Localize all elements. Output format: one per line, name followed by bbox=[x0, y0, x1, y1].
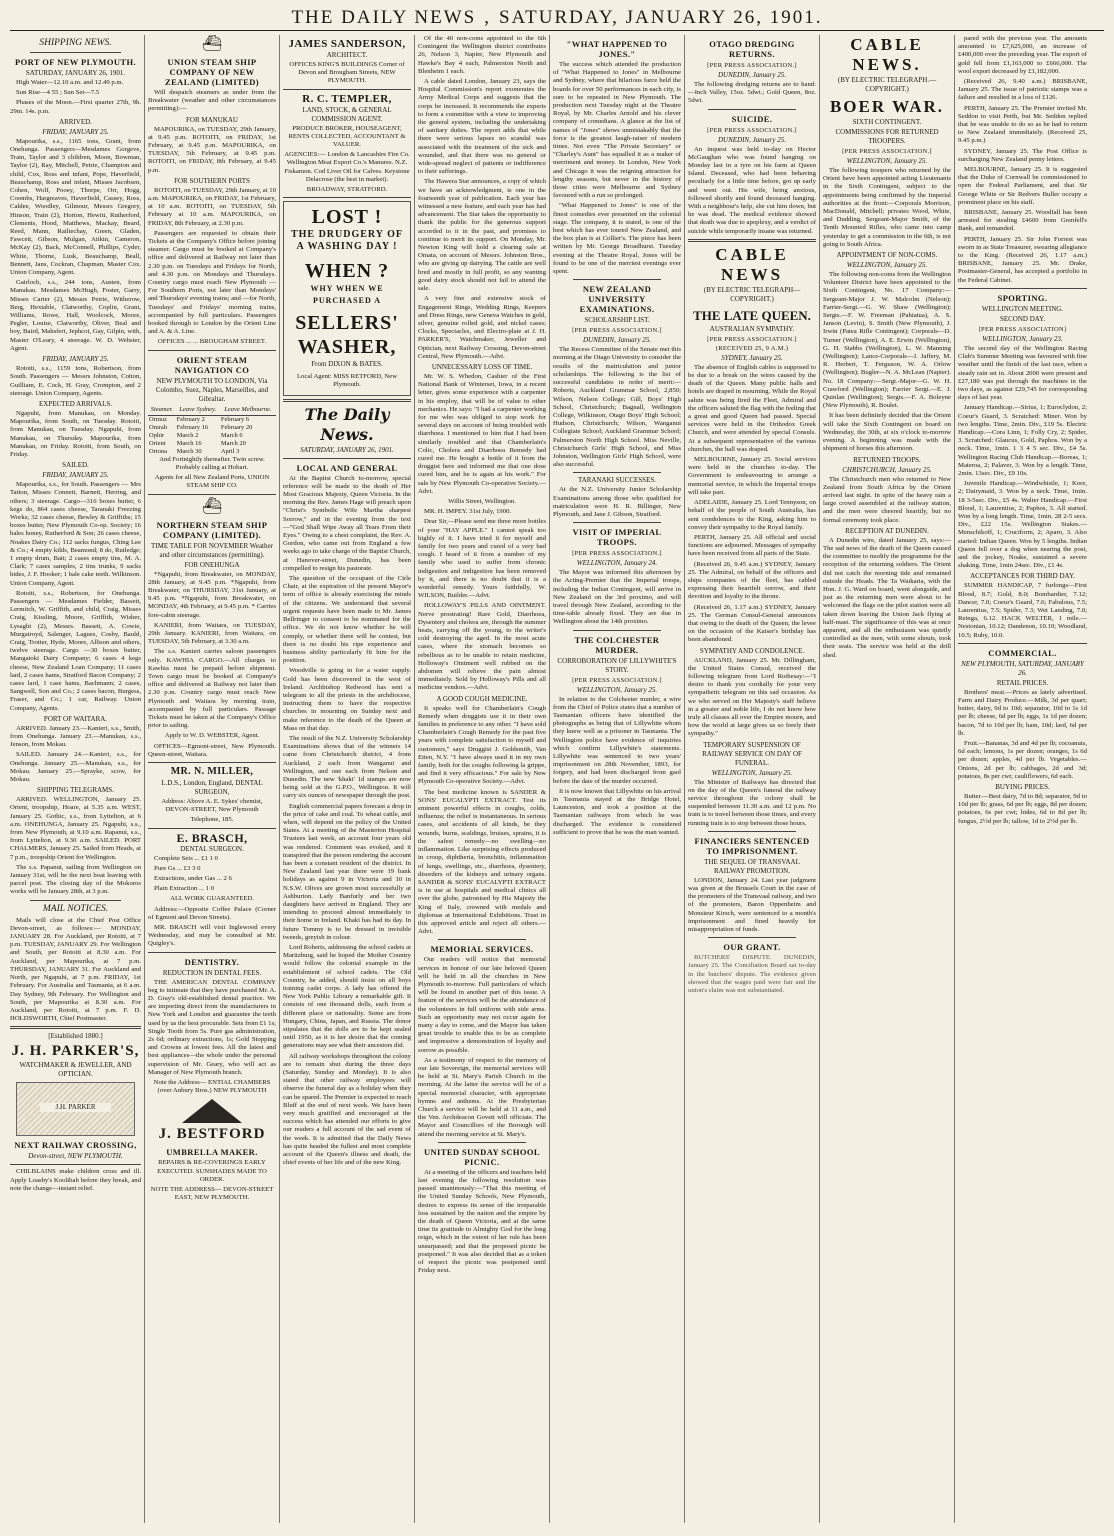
jones-heading: "WHAT HAPPENED TO JONES." bbox=[566, 39, 668, 59]
cough-heading: A GOOD COUGH MEDICINE. bbox=[436, 694, 528, 703]
union-steam-heading: UNION STEAM SHIP COMPANY OF NEW ZEALAND (LIMITED) bbox=[165, 57, 259, 87]
northern-steam-heading: NORTHERN STEAM SHIP COMPANY (LIMITED). bbox=[156, 519, 268, 540]
noncom-heading: APPOINTMENT OF NON-COMS. bbox=[836, 251, 938, 260]
colchester-heading: THE COLCHESTER MURDER. bbox=[574, 634, 660, 655]
steamship-icon: ⛴ bbox=[201, 497, 223, 515]
port-heading: PORT OF NEW PLYMOUTH. bbox=[15, 57, 136, 67]
conciliation-heading: OUR GRANT. bbox=[723, 942, 781, 953]
shopfront-engraving: J.H. PARKER bbox=[16, 1082, 136, 1136]
sporting-heading: SPORTING. bbox=[997, 292, 1048, 303]
table-row: Ormuz February 2 February 6 bbox=[149, 415, 250, 423]
buying-prices-heading: BUYING PRICES. bbox=[995, 783, 1050, 792]
railway-crossing-heading: NEXT RAILWAY CROSSING, bbox=[14, 1140, 137, 1151]
mail-heading: MAIL NOTICES. bbox=[42, 903, 109, 914]
orient-heading: ORIENT STEAM NAVIGATION CO bbox=[174, 354, 250, 375]
returned-troops-heading: RETURNED TROOPS. bbox=[853, 455, 921, 464]
dredging-heading: OTAGO DREDGING RETURNS. bbox=[709, 39, 795, 59]
column-5: "WHAT HAPPENED TO JONES." The success which attended the production of "What Happened to Jones" in Melbourne and Sydney, where that hilarious farce held the boards for over 50 performances in each city, is sure to be repeated in New Plymouth. The production next Tuesday night at the Theatre Royal, by Mr. Charles Arnold and his clever company of comedians. A glance at the list of names of "Jones" shows unmistakably that the force is the greatest laugh-raiser of modern times. Not even "The Private Secretary" or "Charley's Aunt" has equalled it as a maker of merriment and money. In London, New York and Chicago it was the reigning attraction for lengthy seasons, but never in the history of those cities were Melbourne and Sydney favoured with a run so prolonged. "What Happened to Jones" is one of the finest comedies ever presented on the colonial stage. The company, it is stated, is one of the best which has ever toured New Zealand, and the box plan is at Collier's. The piece has been written by Mr. George Broadhurst. Tuesday evening at the Theatre Royal, Jones will be found to be one of the merriest evenings ever spent. NEW ZEALAND UNIVERSITY EXAMINATIONS. SCHOLARSHIP LIST. [PER PRESS ASSOCIATION.] DUNEDIN, January 25. The Recess Committee of the Senate met this morning at the Otago University to consider the results of the matriculation and junior scholarships. The following is the list of successful candidates in order of merit:— Roberts, Auckland Grammar School, 2,850; Wilson, Nelson College; Gill, Boys' High School, Christchurch; Bagnall, Wellington College, Wilkinson, Otago Boys' High School; Hudson, Christchurch; Wilson, Wanganui Collegiate School; Auckland Grammar School; Palmerston North High School. Miss Neville, Christchurch Girls' High School, and Miss Johnston, Wellington Girls' High School, were also successful. TARANAKI SUCCESSES. At the N.Z. University Junior Scholarship Examinations among those who qualified for matriculation were H. R. Billinger, New Plymouth, and Jane J. Gibson, Stratford. VISIT OF IMPERIAL TROOPS. [PER PRESS ASSOCIATION.] WELLINGTON, January 24. The Mayor was informed this afternoon by the Acting-Premier that the Imperial troops, including the Indian Contingent, will arrive in New Zealand on the 3rd proximo, and will travel through New Zealand, according to the time-table already fixed. They are due in Wellington about the 14th proximo. THE COLCHESTER MURDER. CORROBORATION OF LILLYWHITE'S STORY. [PER PRESS ASSOCIATION.] WELLINGTON, January 25. In relation to the Colchester murder, a wire from the Chief of Police states that a number of Tasmanian officers have identified the photographs as being that of Lillywhite whom they knew well as a prisoner in Tasmania. The Wellington police have evidence of inquiries which confirm Lillywhite's statements. Lillywhite was sentenced to two years' imprisonment on 28th November, 1893, for forgery, and had been discharged from gaol before the date of the murder occurred. It is now known that Lillywhite on his arrival in Tasmania stayed at the Bridge Hotel, Launceston, and took a position at the Tasmanian railways from which he was discharged. The evidence is considered sufficient to prove that he was the man wanted. bbox=[550, 35, 685, 1523]
paper-date: SATURDAY, JANUARY 26, 1901. bbox=[498, 7, 823, 28]
sanderson-ad-title: JAMES SANDERSON, bbox=[288, 38, 406, 50]
dentistry-heading: DENTISTRY. bbox=[184, 956, 240, 967]
orient-sailings-table: Steamer. Leave Sydney. Leave Melbourne. Ormuz February 2 February 6 Omrah February 16 February 20 Ophir March 2 March 6 Orient March 16 March 20 Ortona March 30 April 3 bbox=[148, 405, 276, 456]
financiers-heading: FINANCIERS SENTENCED TO IMPRISONMENT. bbox=[694, 835, 810, 856]
column-4: Of the 40 non-coms appointed to the 6th Contingent the Wellington district contributes 26, Nelson 3, Napier, New Plymouth and Hawke's Bay 4 each, Palmerston North and Blenheim 1 each. A cable dated London, January 23, says the Hospital Commission's report exonerates the Army Medical Corps and suggests that the corps be increased. It recommends the experts to form a committee with a view to improving the general system, including the undertaking of sanitary duties. The report adds that while there were serious lapses no scandal was associated with the treatment of the sick and wounded, and that there was no general or wide-spread neglect of patients or indifference to their sufferings. The Hawera Star announces, a copy of which we have an acknowledgment, is one in the fourteenth year of publication. Each year has witnessed a new feature, and each year has had advancement. The Star takes the opportunity to thank the public for the generous support accorded to it in the past, and promises to continue to merit its support. On Monday, Mr. Newton King will hold a clearing sale at Omata, on account of Messrs. Johnston Bros., who are giving up dairying. The cattle are well bred and mostly in full profit, so any wanting good dairy stock should not fail to attend the sale. A very fine and extensive stock of Engagement Rings, Wedding Rings, Keepers and Dress Rings, new Geneva Watches in gold, silver, genuine rolled gold, and nickel cases; Clocks, Spectacles, and Electro-plate at J. H. PARKER'S, Watchmaker, Jeweller and Optician, next Railway Crossing, Devon-street Central, New Plymouth.—Advt. UNNECESSARY LOSS OF TIME. Mr. W. S. Whedon, Cashier of the First National Bank of Winterset, Iowa, in a recent letter, gives some experience with a carpenter in his employ, that will be of value to other mechanics. He says: "I had a carpenter working for me who was obliged to stop work for several days on account of being troubled with diarrhoea. I mentioned to him that I had been similarly troubled and that Chamberlain's Colic, Cholera and Diarrhoea Remedy had cured me. He bought a bottle of it from the druggist here and informed me that one dose cured him, and he is again at his work." For sale by New Plymouth Co-operative Society.—Advt. Willis Street, Wellington. MR. H. IMPEY. 31st July, 1900. Dear Sir,—Please send me three more bottles of your "HAY APPLE." I cannot speak too highly of it. I have tried it for myself and family for two years and cured of a very bad cough. I heard of it from a number of my family who used to suffer from chronic indigestion and indigestion has been removed by it, and there is no doubt that it is a wonderful remedy. Yours faithfully, W. WILSON, Builder.—Advt. HOLLOWAY'S PILLS AND OINTMENT. Nerve prostrating! Rare Gold, Diarrhoea, Dysentery and cholera are, through the summer heats, carrying off the young, to the writer's cold destroying the aged. In the most acute cases, where the stomach becomes so rebellious as to be unable to retain medicine, Holloway's Ointment well rubbed on the abdomen will relieve the pain almost immediately. Sold by Holloway's Pills and all medicine vendors.—Advt. A GOOD COUGH MEDICINE. It speaks well for Chamberlain's Cough Remedy when druggists use it in their own families in preference to any other. "I have sold Chamberlain's Cough Remedy for the past five years with complete satisfaction to myself and customers," says Druggist J. Goldsmith, Van Etten, N.Y. "I have always used it in my own family, both for the coughs following la grippe, and find it very efficacious." For sale by New Plymouth Co-operative Society.—Advt. The best medicine known is SANDER & SONS' EUCALYPTI EXTRACT. Test its eminent powerful effects in coughs, colds, influenza; the relief is instantaneous. In serious cases, and accidents of all kinds, be they wounds, burns, scaldings, bruises, sprains, it is the safest remedy—no swelling—no inflammation. Like surprising effects produced in croup, diphtheria, bronchitis, inflammation of lungs, swellings, etc., diarrhoea, dysentery, disorders of the kidneys and urinary organs. SANDER & SONS' EUCALYPTI EXTRACT is in use at hospitals and medical clinics all over the globe, patronised by His Majesty the King of Italy, crowned with medals and diplomas at International Exhibitions. Trust in this approved article and reject all others.—Advt. MEMORIAL SERVICES. Our readers will notice that memorial services in honour of our late beloved Queen will be held in all the churches in New Plymouth to-morrow. Full particulars of which will be found in another part of this issue. A feature of the services will be the attendance of the volunteers in full uniform with side arms. Such an opportunity may not occur again for many a day to come, and the Mayor has taken great trouble to enable this to be as complete and impressive a demonstration of loyalty and sorrow as possible. As a testimony of respect to the memory of our late Sovereign, the memorial services will be held at St. Mary's Parish Church in the morning. At the latter the service will be of a special memorial character, with appropriate hymns and anthems. At the Presbyterian Church a service will be held at 11 a.m., and the Ven. Archdeacon Govett will officiate. The Mayor and Councillors of the Borough will attend the morning service at St. Mary's. UNITED SUNDAY SCHOOL PICNIC. At a meeting of the officers and teachers held last evening the following resolution was passed unanimously:—"That this meeting of the United Sunday Schools, New Plymouth, desires to express its sense of the irreparable loss sustained by the nation and the empire by the death of Queen Victoria, and at the same time its gratitude to Almighty God for the long reign, which in the extent of her rule has been unsurpassed; and that the proposed picnic be postponed." It was also decided that as a token of respect the picnic was postponed until Friday next. bbox=[415, 35, 550, 1523]
brasch-ad-title: E. BRASCH, bbox=[176, 830, 248, 845]
university-heading: NEW ZEALAND UNIVERSITY EXAMINATIONS. bbox=[579, 284, 655, 315]
expected-heading: EXPECTED ARRIVALS. bbox=[39, 399, 112, 408]
taranaki-heading: TARANAKI SUCCESSES. bbox=[577, 476, 656, 485]
column-7: CABLE NEWS. (BY ELECTRIC TELEGRAPH.—COPYRIGHT.) BOER WAR. SIXTH CONTINGENT. COMMISSIONS FOR RETURNED TROOPERS. [PER PRESS ASSOCIATION.] WELLINGTON, January 25. The following troopers who returned by the Orient have been appointed acting Lieutenants in the Sixth Contingent, subject to the appointments being confirmed by the Imperial authorities at the front:—Corporals Morrison, MacDonald, Mitchell; privates Wood, White, and Dudding, Sergeant-Major Smith, of the Tenth Mounted Rifles, who came into camp yesterday to get a commission in the 6th, is not going to South Africa. APPOINTMENT OF NON-COMS. WELLINGTON, January 25. The following non-coms from the Wellington Volunteer District have been appointed to the Sixth Contingent, No. 17 Company:—Sergeant-Major J. W. Malcolm (Nelson); Farrier-Sergt.—G. W. Shaw (Wellington); Sergts.—F. W. Freeman (Pahiatua), A. S. Janson (Levin), S. Smith (New Plymouth), J. Irwin (Patea Rifle Contingent); Corporals—D. Turner (Wellington), A. E. Erwin (Wellington), G. H. Stabbs (Wellington), L. W. Manning (Wellington); Lance-Corporals—J. Jaffery, M. R. Herbert, T. Ferguson, W. A. Orlow (Wellington); Bugler—N. A. McLean (Napier). No. 18 Company:—Sergt.-Major—G. W. H. Crawford (Wellington); Farrier Sergt.—E. J. Quinlan (Wellington); Sergts.—F. A. Boleyne (New Plymouth), R. Boulet. It has been definitely decided that the Orient will take the Sixth Contingent on board on Wednesday, the 30th, at six o'clock to-morrow evening. A beginning was made with the shipment of horses this afternoon. RETURNED TROOPS. CHRISTCHURCH, January 25. The Christchurch men who returned to New Zealand from South Africa by the Orient arrived last night. In spite of the heavy rain a large crowd assembled at the railway station, and the men were cheered heartily, but no formal ceremony took place. RECEPTION AT DUNEDIN. A Dunedin wire, dated January 25, says:—The sad news of the death of the Queen caused the committee to modify the programme for the reception of the returning soldiers. The Orient did not catch the morning tide and remained outside the Heads. The Ta Waikaria, with the Hon. J. G. Ward on board, went alongside, and just as the returning men were about to be welcomed the flags on the pilot station were all taken down leaving the Union Jack flying at half-mast. The significance of this was at once apparent, and all the enthusiasm was quietly controlled as the men, with some shouts, took their seats. The service was held at the drill shed. bbox=[820, 35, 955, 1523]
late-queen-heading: THE LATE QUEEN. bbox=[693, 307, 811, 323]
sellers-washer-ad: LOST ! THE DRUDGERY OF A WASHING DAY ! WHEN ? WHY WHEN WE PURCHASED A SELLERS' WASHER, From DIXON & BATES. Local Agent: MISS RETFORD, New Plymouth. bbox=[283, 201, 411, 395]
parker-ad-title: J. H. PARKER'S, bbox=[11, 1043, 140, 1060]
cable-news-heading: CABLE NEWS bbox=[715, 244, 789, 284]
column-2: ⛴ UNION STEAM SHIP COMPANY OF NEW ZEALAND (LIMITED) Will despatch steamers as under from the Breakwater (weather and other circumstances permitting):— FOR MANUKAU MAPOURIKA, on TUESDAY, 29th January, at 9.45 p.m. ROTOITI, on FRIDAY, 1st February, at 9.45 p.m. MAPOURIKA, on TUESDAY, 5th February, at 9.45 p.m. ROTOITI, on FRIDAY, 8th February, at 9.45 p.m. FOR SOUTHERN PORTS ROTOITI, on TUESDAY, 29th January, at 10 a.m. MAPOURIKA, on FRIDAY, 1st February, at 10 a.m. ROTOITI, on TUESDAY, 5th February at 10 a.m. MAPOURIKA, on FRIDAY, 8th February, at 2.30 p.m. Passengers are requested to obtain their Tickets at the Company's Office before joining steamer. Cargo must be booked at Company's office and delivered at Railway not later than 2.30 p.m. on Tuesdays and Fridays for North, and 4.30 p.m. on Mondays and Thursdays. Country cargo must reach New Plymouth —For Southern Ports, not later than Mondays' and Thursdays' evening trains; and —for North, Tuesdays' and Fridays' morning trains, accompanied by full particulars. Passengers booked through to London by the Orient Line and A. & A. Line. OFFICES ... ... BROUGHAM STREET. ORIENT STEAM NAVIGATION CO NEW PLYMOUTH TO LONDON, Via Colombo, Suez, Naples, Marseilles, and Gibraltar. Steamer. Leave Sydney. Leave Melbourne. Ormuz February 2 February 6 Omrah February 16 February 20 Ophir March 2 March 6 Orient March 16 March 20 Ortona March 30 April 3 And Fortnightly thereafter. Twin screw. Probably calling at Hobart. Agents for all New Zealand Ports, UNION STEAM SHIP CO. ⛴ NORTHERN STEAM SHIP COMPANY (LIMITED). TIME TABLE FOR NOVEMBER Weather and other circumstances (permitting). FOR ONEHUNGA *Ngapuhi, from Breakwater, on MONDAY, 28th January, at 9.45 p.m. *Ngapuhi, from Breakwater, on THURSDAY, 31st January, at 9.45 p.m. *Ngapuhi, from Breakwater, on MONDAY, 4th February, at 9.45 p.m. * Carries fore-cabin steerage. KANIERI, from Waitara, on TUESDAY, 29th January. KANIERI, from Waitara, on TUESDAY, 5th February, at 3.30 a.m. The s.s. Kanieri carries saloon passengers only. KAWHIA CARGO.—All charges to Kawhia must be prepaid before shipment. Town cargo must be booked at Company's office and delivered at Railway not later than 2.30 p.m. Country cargo must reach New Plymouth and Waitara by morning train, accompanied by full particulars. Passage Tickets must be taken at the Company's Office prior to sailing. Apply to W. D. WEBSTER, Agent. OFFICES—Egmont-street, New Plymouth. Queen-street, Waitara. MR. N. MILLER, L.D.S., London, England, DENTAL SURGEON, Address: Above A. E. Sykes' chemist, DEVON-STREET, New Plymouth Telephone, 185. E. BRASCH, DENTAL SURGEON. Complete Sets ... £1 1 0 Pure Gs ... £3 3 0 Extractions, under Gas ... 2 6 Plain Extraction ... 1 0 ALL WORK GUARANTEED. Address:—Opposite Coffee Palace (Corner of Egmont and Devon Streets). MR. BRASCH will visit Inglewood every Wednesday, and may be consulted at Mr. Quigley's. DENTISTRY. REDUCTION IN DENTAL FEES. THE AMERICAN DENTAL COMPANY beg to intimate that they have purchased Mr. A. D. Gray's old-established dental practice. We are importing direct from the manufacturers in New York and London and guarantee the teeth used by us the best procurable. Sets from £1 1s; Single Tooth from 5s. Pure gas administration, 2s 6d; ordinary extractions, 1s; Gold Stopping and Crowns at lowest fees. All the latest and best appliances—the whole under the personal supervision of Mr. Geary, who will act as Manager of New Plymouth branch. Note the Address— ENTIAL CHAMBERS (over Anbury Bros.) NEW PLYMOUTH J. BESTFORD UMBRELLA MAKER. REPAIRS & RE-COVERINGS EARLY EXECUTED. SUNSHADES MADE TO ORDER. NOTE THE ADDRESS— DEVON-STREET EAST, NEW PLYMOUTH. bbox=[145, 35, 280, 1523]
column-3: JAMES SANDERSON, ARCHITECT. OFFICES KING'S BUILDINGS Corner of Devon and Brougham Streets, NEW PLYMOUTH. R. C. TEMPLER, LAND, STOCK, & GENERAL COMMISSION AGENT. PRODUCE BROKER, HOUSEAGENT, RENTS COLLECTED, ACCOUNTANT & VALUER. AGENCIES:— London & Lancashire Fire Co. Wellington Meat Export Co.'s Manures. N.Z. Fiskamon. Cod Liver Oil for Calves. Keystone Delacrose (the best in market). BROADWAY, STRATFORD. LOST ! THE DRUDGERY OF A WASHING DAY ! WHEN ? WHY WHEN WE PURCHASED A SELLERS' WASHER, From DIXON & BATES. Local Agent: MISS RETFORD, New Plymouth. The Daily News. SATURDAY, JANUARY 26, 1901. LOCAL AND GENERAL At the Baptist Church to-morrow, special reference will be made to the death of Her Most Gracious Majesty, Queen Victoria. In the morning the Rev. James Hage will preach upon "Christ's Symbolic Wife Martha sharpest Sorrow," and in the evening from the text—"God Shall Wipe Away all Tears From their Eyes." Owing to a chest complaint, the Rev. A. Gordon, who came out from England a few weeks ago to take charge of the Baptist Church, at Hanover-street, Dunedin, has been compelled to resign his pastorate. The question of the occupant of the Cirle Chair, at the expiration of the present Mayor's term of office is already exercising the minds of the citizens. We understand that several urgent requests have been made to Mr. James Bellringer to consent to be nominated for the office. We do not know whether he will comply, or whether there will be contest, but there is no doubt his ripe experience and business ability particularly fit him for the position. Woodville is going in for a water supply. Gold has been discovered in the west of Ireland. Archbishop Redwood has sent a telegram to all the priests in the archdiocese, instructing them to have the respective churches in mourning on Sunday next and make reference to the death of the Queen at Mass on that day. The result of the N.Z. University Scholarship Examinations shows that of the winners 14 came from Christchurch district, 4 from Auckland, 2 each from Wanganui and Wellington, and one each from Nelson and Dunedin. The new 'khaki' 1d stamps are now being sold at the G.P.O., Wellington. It will carry six ounces of newspaper through the post. English commercial papers forecast a drop in the price of cake and coal. To wheat cattle, and when, will depend on the policy of the United States. At a meeting of the Masterton Hospital Trustees last week, an account four years old was rendered. Comment was evoked, and it transpired that the person rendering the account has been a constant resident of the district. In New Zealand last year there were 19 bank holidays as against 9 in Victoria and 10 in N.S.W. Olives are grown most successfully at Ashburton. Lady Banfurly and her two daughters have arrived in England. They are intending to proceed almost immediately to their home in Ireland. Khaki has had its day. In future Tommy is to be dressed in invisible tweeds, greyish in colour. Lord Roberts, addressing the school cadets at Maritzburg, said he hoped the Mother Country would follow the colonial example in the establishment of school cadets. The Old Country, he added, should insist on all boys training cadet corps. A lady has offered the New York Public Library a remarkable gift. It consists of one thousand dolls, each from a different place or nationality. Some are from Hungary, China, Japan, and Russia. The donor stipulates that the dolls are to be kept sealed until 1950, as it is her desire that the coming generations may see what their ancestors did. All railway workshops throughout the colony are to remain shut during the three days (Saturday, Sunday and Monday). It is also stated that other railway employees will observe the funeral day as a holiday when they can be spared. The Premier is expected to reach Bluff at the end of next week. We have been very much gratified and encouraged at the success which has attended our efforts to give our readers a full account of the sad event of the week. It is admitted that the Daily News has quite headed the fullest and most complete account of the Queen's illness and death, the chief events of her life and of the new King. bbox=[280, 35, 415, 1523]
waitara-heading: PORT OF WAITARA. bbox=[43, 714, 108, 723]
imperial-troops-heading: VISIT OF IMPERIAL TROOPS. bbox=[572, 527, 662, 548]
local-general-heading: LOCAL AND GENERAL bbox=[296, 462, 398, 473]
unnecessary-heading: UNNECESSARY LOSS OF TIME. bbox=[431, 362, 533, 371]
railway-suspension-heading: TEMPORARY SUSPENSION OF RAILWAY SERVICE ON DAY OF FUNERAL. bbox=[702, 740, 802, 767]
reception-heading: RECEPTION AT DUNEDIN. bbox=[845, 526, 929, 535]
table-row: Omrah February 16 February 20 bbox=[149, 423, 253, 431]
column-6: OTAGO DREDGING RETURNS. [PER PRESS ASSOCIATION.] DUNEDIN, January 25. The following dredging returns are to hand:—Inch Valley, 15oz. 5dwt.; Gold Queen, 8oz. 5dwt. SUICIDE. [PER PRESS ASSOCIATION.] DUNEDIN, January 25. An inquest was held to-day on Hector McGaughan who was found hanging on Monday last in a tyre on his farm at Queen Island. Deceased, who had been behaving peculiarly for a little time before, got up early and went out. His wife, being anxious, followed shortly and found deceased hanging. With a neighbour's help, she cut him down, but he was dead. The medical evidence showed that death was due to apoplexy, and a verdict of suicide while temporarily insane was returned. CABLE NEWS (BY ELECTRIC TELEGRAPH—COPYRIGHT.) THE LATE QUEEN. AUSTRALIAN SYMPATHY. [PER PRESS ASSOCIATION.] (RECEIVED 25, 9 A.M.) SYDNEY, January 25. The absence of English cables is supposed to be due to a break on the wires caused by the death of the Queen. Many public halls and hotels are draped in mourning. While the Royal salute was being fired the Fleet, Admiral and the officers saluted the flag with the feeling that a great and good Queen had passed. Special services were held in the Orthodox Greek Church, and were attended by special Consuls. At a subsequent representative of the various churches, the hall was draped. MELBOURNE, January 25. Social services were held in the churches to-day. The Government is endeavouring to arrange a memorial service, in which the Imperial troops will take part. ADELAIDE, January 25. Lord Tennyson, on behalf of the people of South Australia, has sent condolences to the King, asking him to convey their sympathy to the Royal family. PERTH, January 25. All official and social functions are adjourned. Messages of sympathy have been received from all parts of the State. (Received 26, 9.45 a.m.) SYDNEY, January 25. The Admiral, on behalf of the officers and ships companies of the fleet, has cabled expressing their heartfelt sorrow, and their devotion and loyalty to the throne. (Received 26, 1.17 a.m.) SYDNEY, January 25. The German Consul-General announces that owing to the death of the Queen, the levee on the occasion of the Kaiser's birthday has been abandoned. SYMPATHY AND CONDOLENCE. AUCKLAND, January 25. Mr. Dillingham, the United States Consul, received the following telegram from Lord Rothesay:—"I desire to thank you cordially for your very sympathetic telegram on this sad occasion. As we who served on Her Majesty's staff believe in a greater and noble life, I do not know how truly all classes all over the Empire mourn, and how the world at large gives us so freely their sympathy." TEMPORARY SUSPENSION OF RAILWAY SERVICE ON DAY OF FUNERAL. WELLINGTON, January 25. The Minister of Railways has directed that on the day of the Queen's funeral the railway service throughout the colony shall be suspended between 11.30 a.m. and 12 p.m. No train is to travel between those times, and every running train is to stop between those hours. FINANCIERS SENTENCED TO IMPRISONMENT. THE SEQUEL OF TRANSVAAL RAILWAY PROMOTION. LONDON, January 24. Last year judgment was given at the Brussels Court in the case of the promoters of the Transvaal railway, and two of the promoters, Baron Oppenheim and Monsieur Kirsch, were sentenced to a month's imprisonment and fined heavily for misappropriation of funds. OUR GRANT. BUTCHERS' DISPUTE. DUNEDIN, January 25. The Conciliation Board sat to-day in the butchers' dispute. The evidence given showed that the wages paid were fair and the union's claim was not substantiated. bbox=[685, 35, 820, 1523]
condolence-heading: SYMPATHY AND CONDOLENCE. bbox=[699, 646, 805, 655]
suicide-heading: SUICIDE. bbox=[731, 113, 773, 124]
arrived-heading: ARRIVED. bbox=[59, 117, 92, 126]
table-row: Orient March 16 March 20 bbox=[149, 439, 246, 447]
chilblains-ad: CHILBLAINS make children cross and ill. Apply Loasby's Koolibah before they break, and note the change—instant relief. bbox=[10, 1168, 141, 1192]
steamship-icon: ⛴ bbox=[201, 35, 223, 52]
memorial-heading: MEMORIAL SERVICES. bbox=[430, 944, 534, 955]
masthead: THE DAILY NEWS , SATURDAY, JANUARY 26, 1901. bbox=[10, 6, 1104, 31]
columns bbox=[10, 35, 1104, 1523]
table-row: Ophir March 2 March 6 bbox=[149, 431, 243, 439]
telegrams-heading: SHIPPING TELEGRAMS. bbox=[37, 786, 114, 795]
paper-title: THE DAILY NEWS bbox=[291, 7, 477, 28]
table-row: Ortona March 30 April 3 bbox=[149, 447, 240, 455]
cable-news-heading: CABLE NEWS. bbox=[850, 35, 924, 74]
umbrella-icon bbox=[182, 1099, 242, 1123]
sailed-heading: SAILED. bbox=[62, 461, 89, 470]
daily-news-title: The Daily News. bbox=[304, 404, 390, 444]
commercial-heading: COMMERCIAL. bbox=[988, 647, 1057, 658]
bestford-ad-title: J. BESTFORD bbox=[158, 1126, 266, 1143]
templer-ad-title: R. C. TEMPLER, bbox=[302, 92, 392, 105]
acceptances-heading: ACCEPTANCES FOR THIRD DAY. bbox=[970, 572, 1075, 581]
picnic-heading: UNITED SUNDAY SCHOOL PICNIC. bbox=[423, 1146, 540, 1167]
shipping-heading: SHIPPING NEWS. bbox=[39, 38, 112, 48]
column-1: SHIPPING NEWS. PORT OF NEW PLYMOUTH. SATURDAY, JANUARY 26, 1901. High Water—12.10 a.m. and 12.49 p.m. Sun Rise—4 55 ; Sun Set—7.5 Phases of the Moon.—First quarter 27th, 9h. 29m. 14s. p.m. ARRIVED. FRIDAY, JANUARY 25. Mapourika, s.s., 1165 tons, Grant, from Onehunga. Passengers—Mesdames Gorgeve, Train, Taylor and 3 children, Moon, Bowman, Taylor (2), Ray, Mitchell, Petrie, Champion and child, Cox, Ross and infant, Pope, Haverfield, Beauchamp, Ross and infant, Misses Jacobsen, Cohen, Wolf, Pooey, Thorpe, Orr, Hogg, Coombs, Hargreaves, Haverfield, Cassey, Ross, Caldee, Woodley, Gilmour, Messrs Gregory, Hinson, Train (2), Horton, Hewitt, Rutherford, Clements, Hood, Matthews, Mackay, Beard, Reed, Mann, Railtechay, Green, Gladen, Fawcett, Gibson, Mulgan, Aitkin, Cameron, McKay (2), Back, McConnell, Phillips, Cyder, White, Thorne, Lusk, Beauchamp, Beall, Bennett, Jans, Cockran, Chapman, Master Cox. Union Company, Agent. Gairloch, s.s., 244 tons, Austen, from Manukau. Mesdames McHugh, Foster, Garry, Misses Carter (2), Messrs Petrie, Witherow, Berg, Hextable, Clatworthy, Coplin, Grant, Williams, Rowe, Hall, Woolcock, Moore, Pegler, Louise, Clatworthy, Oliver, Beal and boy, Baird, Mahsfert, Jephcot, Gay, Gilpin, with, Master O'Leary, 4 steerage. W. D. Webster, Agent. FRIDAY, JANUARY 25. Rotoiti, s.s., 1159 tons, Robertson, from South. Passengers — Messrs Johnston, Cotton, Guilliam, E. Cock, H. Gray, Crompton, and 2 steerage. Union Company, Agents. EXPECTED ARRIVALS. Ngapuhi, from Manukau, on Monday. Mapourika, from South, on Tuesday. Rotoiti, from Manukau, on Tuesday. Ngapuhi, from Manukau, on Thursday. Mapourika, from Manukau, on Friday. Rotoiti, from South, on Friday. SAILED. FRIDAY, JANUARY 25. Mapourika, s.s., for South. Passengers — Mrs Tatton, Misses Connett, Barnett, Herring, and others; 3 steerage. Cargo—316 boxes butter, 6 kegs do, 864 cases cheese, Taranaki Freezing Works; 32 cases cheese, Bewley & Griffiths; 15 boxes butter, New Plymouth Co-op. Society; 16 bales honey, Rutherford & Son; 26 cases cheese, Noakes Dairy Co.; 112 sacks fungus, Ching Lee & Co.; 4 empty kilds, Beamond; 8 do, Rutledge; 1 empty drum, Bait; 2 cases empty tins, M. A. Clark; 7 cases samples, 2 tins trunks, 9 sacks hides, J. F. Hooker; 1 bale cake teeth. Wilkinson. Union Company, Agent. Rotoiti, s.s., Robertson, for Onehunga. Passengers — Mesdames Fielder, Bassett, Lermitch, W. Griffith, and child, Craig, Misses Craig, Kissling, Moore, Griffith, Wisher, Lysaght (2), Messrs. Bassett, A. Cowie, Murgatroyd, Salenger, Lagues, Cosby, Bauld, Craig, Trotter, Hyde, Moore, Allison and others, twelve steerage. Cargo —30 boxes butter, Mangatoki Dairy Company; 6 cases 4 kegs cheese, New Zealand Loan Company; 11 cases lard, 2 cases hams, Stratford Bacon Company; 2 cases lard, 1 case hams, Bachmann; 2 cases, Sangwell, Son and Co.; 2 cases bacon, Burgess, Fraser, and Co.; 1 car, Railway. Union Company, Agents. PORT OF WAITARA. ARRIVED. January 23.—Kanieri, s.s., Smith, from Onehunga. January 23.—Manukau, s.s., Jenson, from Mokau. SAILED. January 24.—Kanieri, s.s., for Onehunga. January 25.—Manukau, s.s., for Mokau. January 25.—Sprayke, scow, for Mokau. SHIPPING TELEGRAMS. ARRIVED. WELLINGTON, January 25. Orient, troopship, Hoare, at 5.35 a.m. WEST, January 25. Gothic, s.s., from Lyttelton, at 6 a.m. ONEHUNGA, January 25. Ngapuhi, s.s., from New Plymouth, at 9.10 a.m. Rapanui, s.s., from Lyttelton, at 9.30 a.m. SAILED. PORT CHALMERS, January 25. Sailed from Heads, at 7 p.m., troopship Orient for Wellington. The s.s. Papanui, sailing from Wellington on January 31st, will be the next boat leaving with parcel post. The closing day of the Mokoros works will be January 28th, at 3 p.m. MAIL NOTICES. Mails will close at the Chief Post Office Devon-street, as follows:— MONDAY, JANUARY 28. For Auckland, per Rotoiti, at 7 p.m. TUESDAY, JANUARY 29. For Wellington and South, per Rotoiti at 8.30 a.m. For Auckland, per Mapourika, at 7 p.m. THURSDAY, JANUARY 31. For Auckland and North, per Ngapuhi, at 7 p.m. FRIDAY, 1st February. For Australia and Tasmania, at 6 a.m. Day Sydney, 9th February. For Wellington and South, per Mapourika at 8.30 a.m. For Auckland, per Rotoiti, at 7 p.m. F. D. HOLDSWORTH, Chief Postmaster. [Established 1880.] J. H. PARKER'S, WATCHMAKER & JEWELLER, AND OPTICIAN. J.H. PARKER NEXT RAILWAY CROSSING, Devon-street, NEW PLYMOUTH. CHILBLAINS make children cross and ill. Apply Loasby's Koolibah before they break, and note the change—instant relief. bbox=[10, 35, 145, 1523]
column-8: pared with the previous year. The amounts amounted to £7,625,000, an increase of £400,000 over the preceding year. The export of gold fell from £1,163,000 to £666,000. The wool export decreased by £1,182,000. (Received 26, 9.40 a.m.) BRISBANE, January 25. The issue of patriotic stamps was a failure and resulted in a loss of £126. PERTH, January 25. The Premier invited Mr. Seddon to visit Perth, but Mr. Seddon replied that he was unable to do so as he had to return to New Zealand immediately. (Received 25, 9.45 p.m.) SYDNEY, January 25. The Post Office is surcharging New Zealand penny letters. MELBOURNE, January 25. It is suggested that the Duke of Cornwall be commissioned to open the Federal Parliament, and that Sir George White or Sir Redvers Buller occupy a prominent place on his staff. BRISBANE, January 25. Woodfall has been arrested for stealing £4600 from Grenfell's Bank, and remanded. PERTH, January 25. Sir John Forrest was sworn in as State Treasurer, swearing allegiance to the King. (Received 26, 1.17 a.m.) BRISBANE, January 25. Mr. Drake, Postmaster-General, has accepted a portfolio in the Federal Cabinet. SPORTING. WELLINGTON MEETING. SECOND DAY. [PER PRESS ASSOCIATION] WELLINGTON, January 23. The second day of the Wellington Racing Club's Summer Meeting was favoured with fine weather until the finish of the last race, when a steady rain set in. About 2000 were present and £27,180 was put through the machines in the two days, as against £29,745 for corresponding days of last year. January Handicap.—Sirius, 1; Euroclydon, 2; Coeur's Guard, 3. Scratched: Miner. Won by two lengths. Time, 2min. Div., £19 5s. Electric Handicap.—Cora Linn, 1; Folly Cry, 2; Spider, 3. Scratched: Glaucus, Gold, Paphos. Won by a neck. Time, 1min. 1 3 4 5 sec. Div., £4 5s. Wellington Racing Club Handicap.—Boreas, 1; Materoa, 2; Palaver, 3. Won by a length. Time, 2min. 13sec. Div., £9 10s. Juvenile Handicap.—Windwhistle, 1; Kore, 2; Dairymaid, 3. Won by a neck. Time, 1min. 18 3-5sec. Div., £5 4s. Walter Handicap.—First Blood, 1; Laurentius, 2; Paphos, 3. All started. Won by a long length. Time, 1min. 28 2-5 secs. Div., £22 15s. Wellington Stakes.—Menschikoff, 1; Cruciform, 2; Aparo, 3. Also started: Indian Queen. Won by 5 lengths. Indian Queen fell over a dog when nearing the post, and the jockey, Noake, sustained a severe shaking. Time, 1min 24sec. Div., £1 4s. ACCEPTANCES FOR THIRD DAY. SUMMER HANDICAP, 7 furlongs—First Blood, 8.7; Gold, 8.0; Bombardier, 7.12; Dancer, 7.0; Coeur's Guard, 7.6; Fabulous, 7.5; Laurentius, 7.5; Spider, 7.3; Wet Landing, 7.0; Reinga, 6.12. HACK WELTER, 1 mile.—Nestonian, 10.12; Dandenon, 10.10; Woodland, 10.5; Ruby, 10.0. COMMERCIAL. NEW PLYMOUTH, SATURDAY, JANUARY 26. RETAIL PRICES. Brothers' meat.—Prices as lately advertised. Farm and Dairy Produce.—Milk, 3d per quart; butter, dairy, 9d to 10d; separator, 10d to 1s 1d per lb; cheese, 6d per lb; eggs, 1s 1d per dozen; bacon, 7d to 10d per lb; ham, 10d; lard, 6d per lb. Fruit.—Bananas, 3d and 4d per lb; cocoanuts, 6d each; lemons, 1s per dozen; oranges, 1s 6d per dozen; apples, 4d per lb. Vegetables.—Onions, 2d per lb; cabbages, 2d and 3d; potatoes, 8s per cwt; cauliflowers, 6d each. BUYING PRICES. Butter.—Best dairy, 7d to 8d; separator, 9d to 10d per lb; grass, 6d per lb; eggs, 8d per dozen; potatoes, 6s per cwt; hides, 6d to 8d per lb; fungus, 2½d per lb; tallow, 1d to 2½d per lb. bbox=[958, 35, 1087, 825]
miller-ad-title: MR. N. MILLER, bbox=[170, 765, 254, 777]
boer-war-heading: BOER WAR. bbox=[829, 97, 945, 116]
